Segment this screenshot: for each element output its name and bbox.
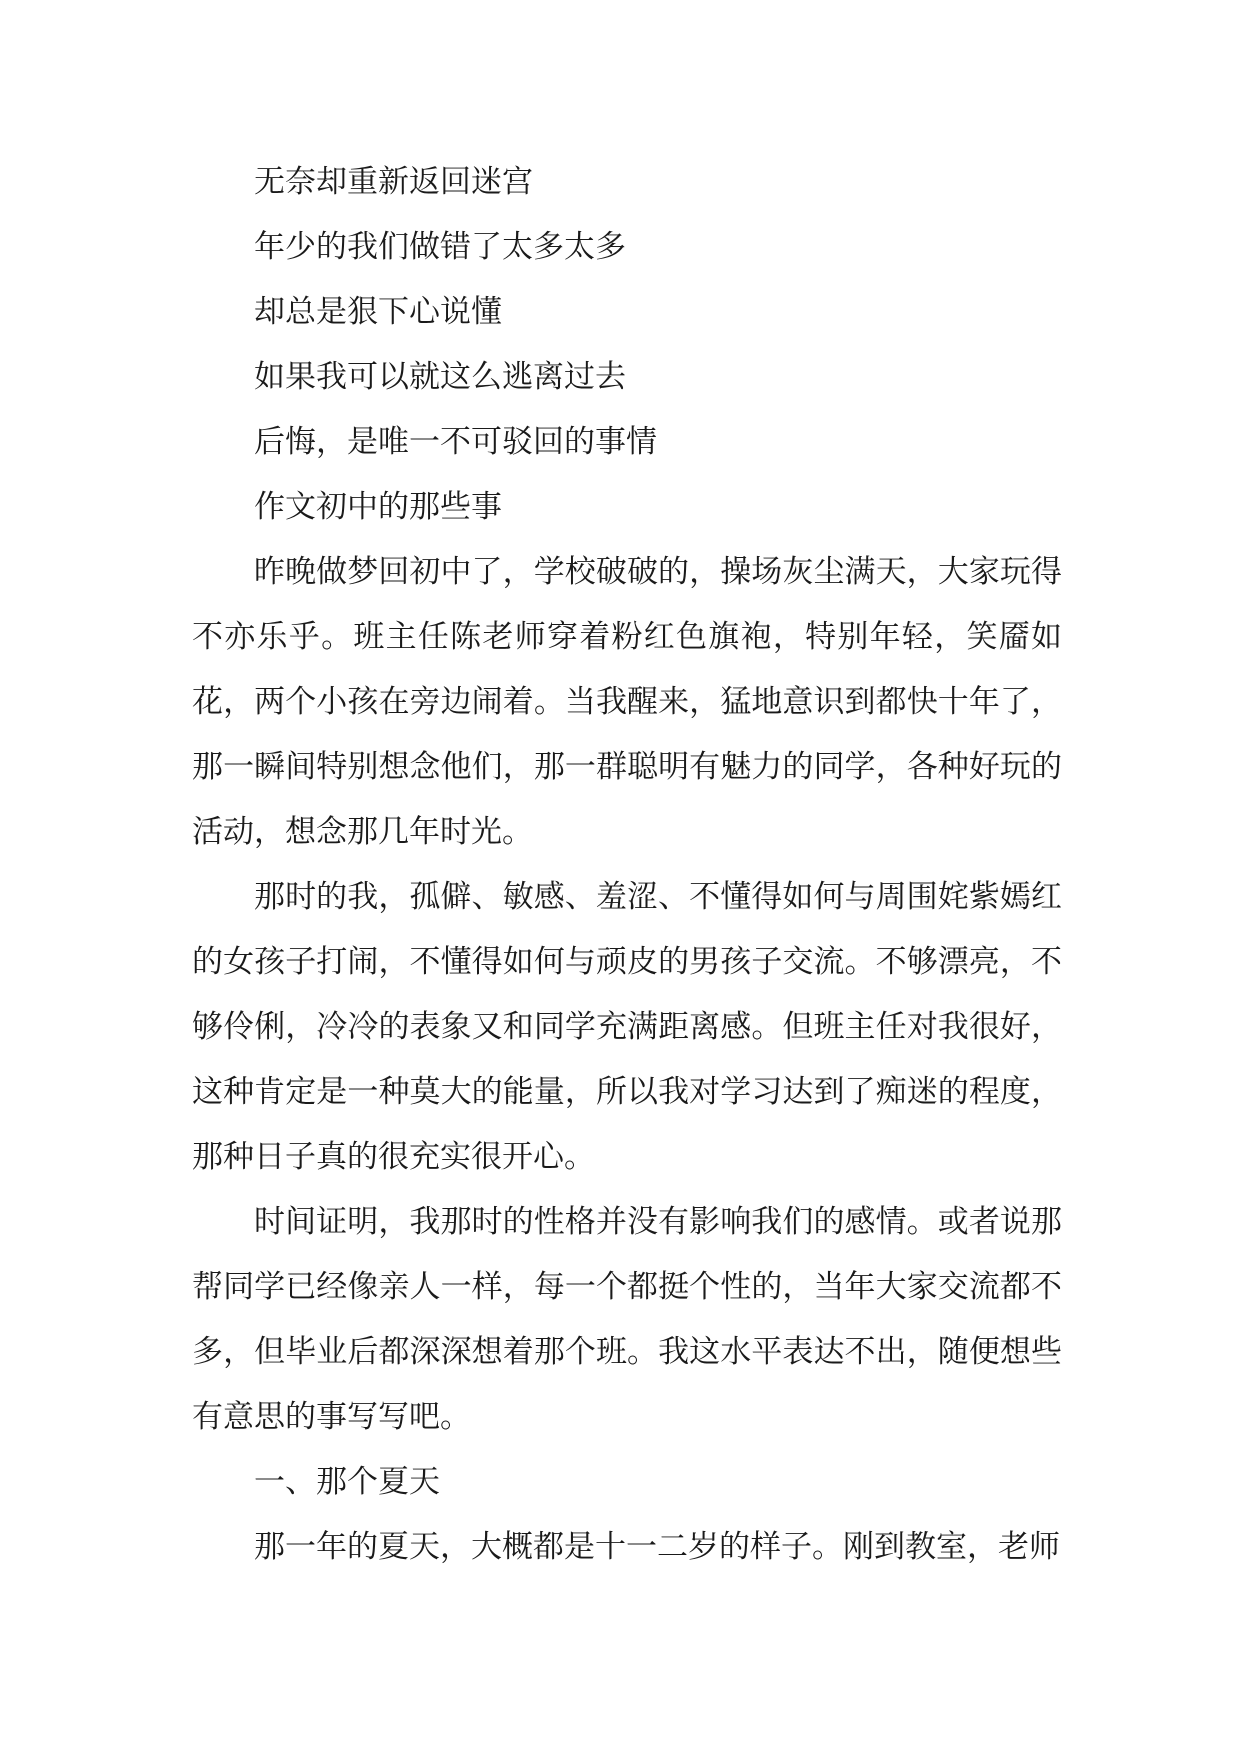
document-body	[192, 150, 1062, 1580]
paragraph: 那时的我，孤僻、敏感、羞涩、不懂得如何与周围姹紫嫣红的女孩子打闹，不懂得如何与顽皮的男孩子交流。不够漂亮，不够伶俐，冷冷的表象又和同学充满距离感。但班主任对我很好，这种肯定是一种莫大的能量，所以我对学习达到了痴迷的程度，那种日子真的很充实很开心。	[192, 879, 1062, 1175]
text-line: 年少的我们做错了太多太多	[254, 229, 626, 265]
paragraph: 时间证明，我那时的性格并没有影响我们的感情。或者说那帮同学已经像亲人一样，每一个都挺个性的，当年大家交流都不多，但毕业后都深深想着那个班。我这水平表达不出，随便想些有意思的事写写吧。	[192, 1204, 1062, 1435]
paragraph: 昨晚做梦回初中了，学校破破的，操场灰尘满天，大家玩得不亦乐乎。班主任陈老师穿着粉红色旗袍，特别年轻，笑靥如花，两个小孩在旁边闹着。当我醒来，猛地意识到都快十年了，那一瞬间特别想念他们，那一群聪明有魅力的同学，各种好玩的活动，想念那几年时光。	[192, 554, 1062, 850]
text-line: 却总是狠下心说懂	[254, 294, 502, 330]
text-line: 无奈却重新返回迷宫	[254, 164, 533, 200]
text-line: 后悔，是唯一不可驳回的事情	[254, 424, 657, 460]
text-line: 如果我可以就这么逃离过去	[254, 359, 626, 395]
paragraph: 那一年的夏天，大概都是十一二岁的样子。刚到教室，老师	[254, 1529, 1060, 1565]
section-heading: 一、那个夏天	[254, 1464, 440, 1500]
essay-title: 作文初中的那些事	[254, 489, 502, 525]
